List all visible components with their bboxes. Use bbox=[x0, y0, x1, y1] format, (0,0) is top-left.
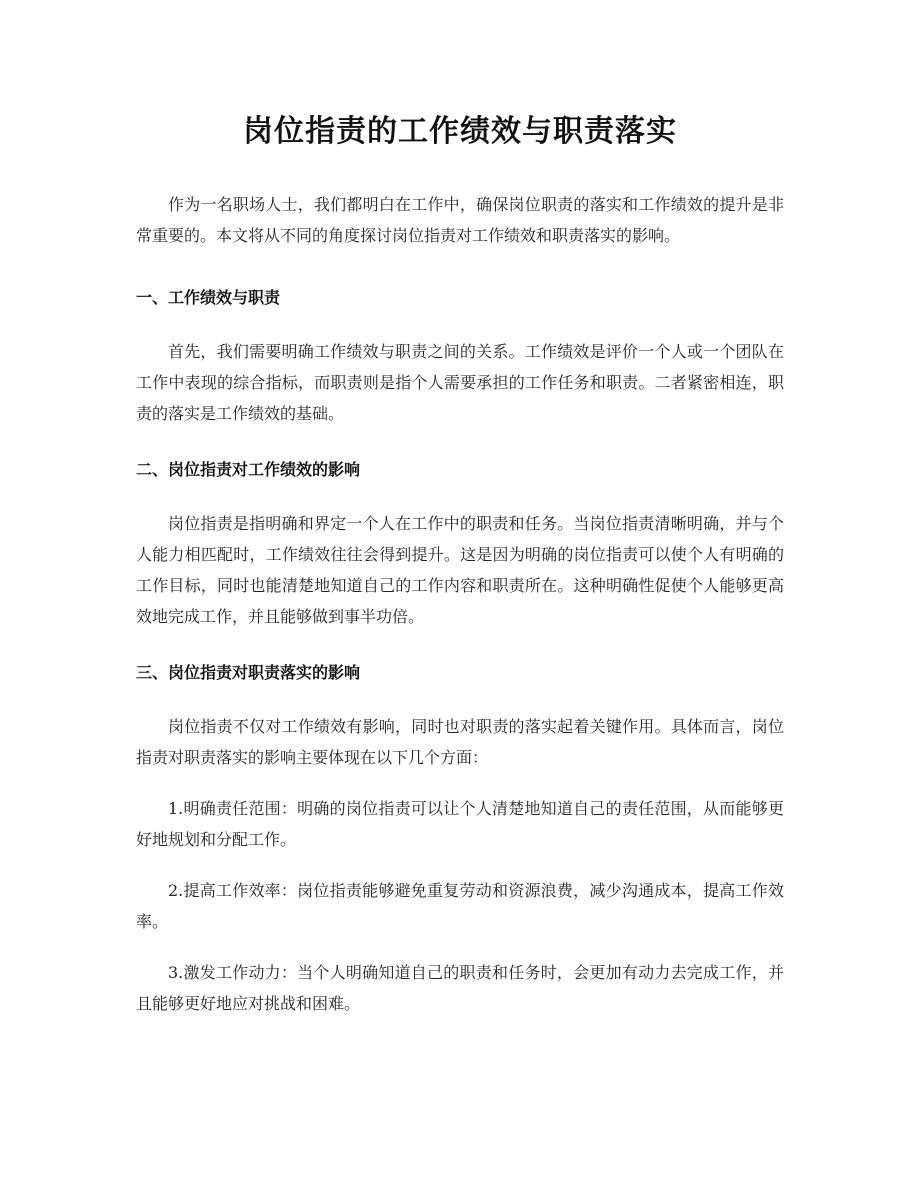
document-title: 岗位指责的工作绩效与职责落实 bbox=[243, 114, 677, 149]
section-3-paragraph: 岗位指责不仅对工作绩效有影响，同时也对职责的落实起着关键作用。具体而言，岗位指责对职责落实的影响主要体现在以下几个方面： bbox=[136, 717, 784, 767]
section-heading-2: 二、岗位指责对工作绩效的影响 bbox=[136, 460, 361, 479]
section-heading-3: 三、岗位指责对职责落实的影响 bbox=[136, 663, 361, 682]
list-item-3: 3.激发工作动力：当个人明确知道自己的职责和任务时，会更加有动力去完成工作，并且能够更好地应对挑战和困难。 bbox=[136, 963, 784, 1013]
list-item-2: 2.提高工作效率：岗位指责能够避免重复劳动和资源浪费，减少沟通成本，提高工作效率。 bbox=[136, 881, 784, 931]
section-2-paragraph: 岗位指责是指明确和界定一个人在工作中的职责和任务。当岗位指责清晰明确，并与个人能力相匹配时，工作绩效往往会得到提升。这是因为明确的岗位指责可以使个人有明确的工作目标，同时也能清楚地知道自己的工作内容和职责所在。这种明确性促使个人能够更高效地完成工作，并且能够做到事半功倍。 bbox=[136, 514, 784, 626]
intro-paragraph: 作为一名职场人士，我们都明白在工作中，确保岗位职责的落实和工作绩效的提升是非常重要的。本文将从不同的角度探讨岗位指责对工作绩效和职责落实的影响。 bbox=[136, 195, 784, 245]
list-item-1: 1.明确责任范围：明确的岗位指责可以让个人清楚地知道自己的责任范围，从而能够更好地规划和分配工作。 bbox=[136, 799, 784, 849]
section-heading-1: 一、工作绩效与职责 bbox=[136, 288, 281, 307]
section-1-paragraph: 首先，我们需要明确工作绩效与职责之间的关系。工作绩效是评价一个人或一个团队在工作中表现的综合指标，而职责则是指个人需要承担的工作任务和职责。二者紧密相连，职责的落实是工作绩效的基础。 bbox=[136, 342, 784, 423]
